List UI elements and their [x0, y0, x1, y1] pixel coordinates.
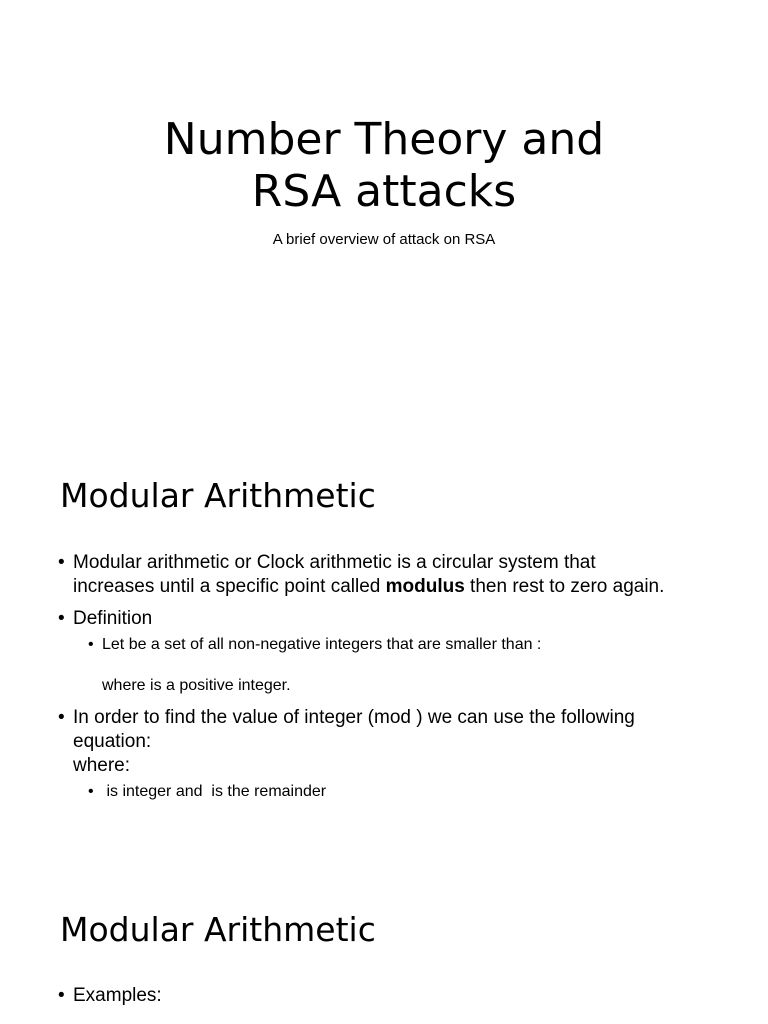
bullet-marker: • — [58, 608, 65, 629]
item-text-line: Modular arithmetic or Clock arithmetic is a circular system that — [73, 552, 596, 573]
list-item: Examples: — [73, 985, 162, 1006]
sub-bullet-marker: • — [88, 783, 94, 800]
slide-heading: Modular Arithmetic — [60, 476, 376, 515]
item-text-line: In order to find the value of integer (mod ) we can use the following — [73, 707, 635, 728]
item-text-line: equation: — [73, 731, 152, 752]
item-text: then rest to zero again. — [464, 576, 665, 597]
item-text-line: where: — [73, 755, 131, 776]
sub-list-item: Let be a set of all non-negative integers that are smaller than : — [102, 636, 542, 653]
modulus-term: modulus — [385, 576, 465, 597]
title-line-2: RSA attacks — [251, 166, 517, 217]
bullet-marker: • — [58, 707, 65, 728]
bullet-marker: • — [58, 552, 65, 573]
bullet-marker: • — [58, 985, 65, 1006]
title-line-1: Number Theory and — [163, 114, 605, 165]
presentation-subtitle: A brief overview of attack on RSA — [272, 231, 496, 248]
item-text: increases until a specific point called — [73, 576, 386, 597]
sub-bullet-marker: • — [88, 636, 94, 653]
sub-list-item-continuation: where is a positive integer. — [102, 677, 291, 694]
sub-list-item: is integer and is the remainder — [102, 783, 327, 800]
list-item: Definition — [73, 608, 153, 629]
slide-heading: Modular Arithmetic — [60, 910, 376, 949]
